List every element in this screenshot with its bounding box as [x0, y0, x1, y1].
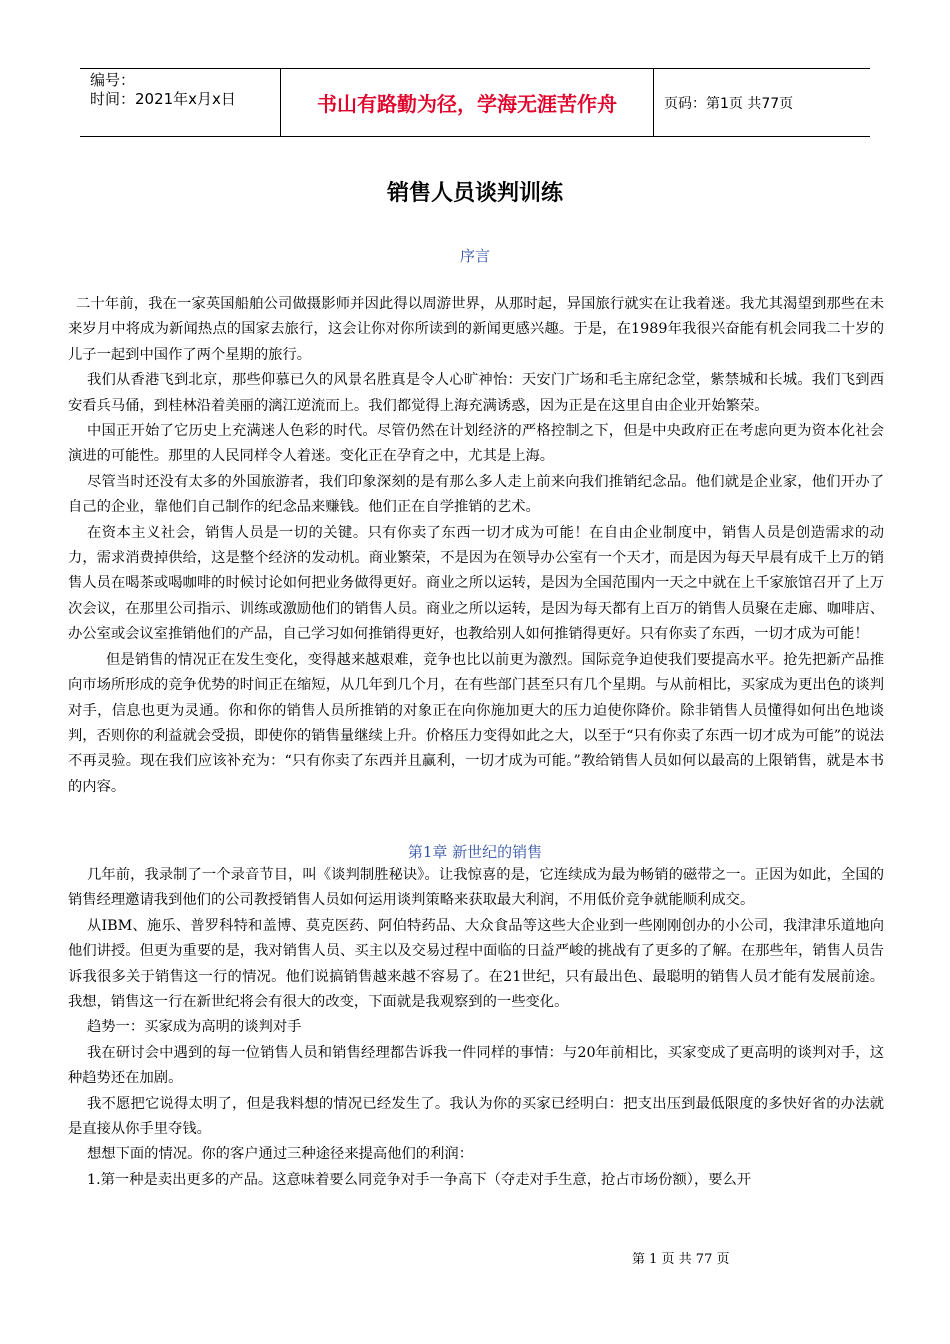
preface-paragraph: 尽管当时还没有太多的外国旅游者，我们印象深刻的是有那么多人走上前来向我们推销纪念品。他们就是企业家，他们开办了自己的企业，靠他们自己制作的纪念品来赚钱。他们正在自学推销的艺术。	[68, 473, 884, 516]
header-left-cell	[80, 69, 281, 136]
chapter-paragraph: 我在研讨会中遇到的每一位销售人员和销售经理都告诉我一件同样的事情：与20年前相比，买家变成了更高明的谈判对手，这种趋势还在加剧。	[68, 1044, 884, 1087]
header-table	[80, 68, 870, 137]
chapter-paragraph: 想想下面的情况。你的客户通过三种途径来提高他们的利润：	[87, 1146, 474, 1163]
preface-paragraph: 在资本主义社会，销售人员是一切的关键。只有你卖了东西一切才成为可能！在自由企业制度中，销售人员是创造需求的动力，需求消费掉供给，这是整个经济的发动机。商业繁荣，不是因为在领导办公室有一个天才，而是因为每天早晨有成千上万的销售人员在喝茶或喝咖啡的时候讨论如何把业务做得更好。商业之所以运转，是因为全国范围内一天之中就在上千家旅馆召开了上万次会议，在那里公司指示、训练或激励他们的销售人员。商业之所以运转，是因为每天都有上百万的销售人员聚在走廊、咖啡店、办公室或会议室推销他们的产品，自己学习如何推销得更好，也教给别人如何推销得更好。只有你卖了东西，一切才成为可能！	[68, 524, 884, 643]
footer-page-number: 第 1 页 共 77 页	[632, 1252, 730, 1267]
chapter-body	[68, 863, 884, 1193]
trend-heading: 趋势一：买家成为高明的谈判对手	[87, 1019, 302, 1036]
document-title: 销售人员谈判训练	[386, 181, 563, 206]
document-date-label: 时间：2021年x月x日	[90, 90, 236, 108]
header-motto: 书山有路勤为径，学海无涯苦作舟	[281, 69, 654, 136]
preface-paragraph: 中国正开始了它历史上充满迷人色彩的时代。尽管仍然在计划经济的严格控制之下，但是中央政府正在考虑向更为资本化社会演进的可能性。那里的人民同样令人着迷。变化正在孕育之中，尤其是上海。	[68, 423, 884, 465]
preface-paragraph: 但是销售的情况正在发生变化，变得越来越艰难，竞争也比以前更为激烈。国际竞争迫使我们要提高水平。抢先把新产品推向市场所形成的竞争优势的时间正在缩短，从几年到几个月，在有些部门甚至只有几个星期。与从前相比，买家成为更出色的谈判对手，信息也更为灵通。你和你的销售人员所推销的对象正在向你施加更大的压力迫使你降价。除非销售人员懂得如何出色地谈判，否则你的利益就会受损，即使你的销售量继续上升。价格压力变得如此之大，以至于“只有你卖了东西一切才成为可能”的说法不再灵验。现在我们应该补充为：“只有你卖了东西并且赢利，一切才成为可能。”教给销售人员如何以最高的上限销售，就是本书的内容。	[68, 651, 884, 795]
header-page-label: 页码：第1页 共77页	[664, 95, 794, 112]
preface-paragraph: 二十年前，我在一家英国船舶公司做摄影师并因此得以周游世界，从那时起，异国旅行就实在让我着迷。我尤其渴望到那些在未来岁月中将成为新闻热点的国家去旅行，这会让你对你所读到的新闻更感兴趣。于是，在1989年我很兴奋能有机会同我二十岁的儿子一起到中国作了两个星期的旅行。	[68, 296, 884, 363]
numbered-item: 1.第一种是卖出更多的产品。这意味着要么同竞争对手一争高下（夺走对手生意，抢占市场份额），要么开	[87, 1171, 752, 1188]
chapter-paragraph: 几年前，我录制了一个录音节目，叫《谈判制胜秘诀》。让我惊喜的是，它连续成为最为畅销的磁带之一。正因为如此，全国的销售经理邀请我到他们的公司教授销售人员如何运用谈判策略来获取最大利润，不用低价竞争就能顺利成交。	[68, 867, 884, 909]
chapter-heading: 第1章 新世纪的销售	[407, 843, 543, 861]
chapter-paragraph: 我不愿把它说得太明了，但是我料想的情况已经发生了。我认为你的买家已经明白：把支出压到最低限度的多快好省的办法就是直接从你手里夺钱。	[68, 1095, 884, 1138]
preface-body	[68, 292, 884, 800]
chapter-paragraph: 从IBM、施乐、普罗科特和盖博、莫克医药、阿伯特药品、大众食品等这些大企业到一些刚刚创办的小公司，我津津乐道地向他们讲授。但更为重要的是，我对销售人员、买主以及交易过程中面临的日益严峻的挑战有了更多的了解。在那些年，销售人员告诉我很多关于销售这一行的情况。他们说搞销售越来越不容易了。在21世纪，只有最出色、最聪明的销售人员才能有发展前途。我想，销售这一行在新世纪将会有很大的改变，下面就是我观察到的一些变化。	[68, 917, 884, 1011]
preface-heading: 序言	[459, 247, 490, 265]
document-number-label: 编号：	[90, 71, 136, 89]
preface-paragraph: 我们从香港飞到北京，那些仰慕已久的风景名胜真是令人心旷神怡：天安门广场和毛主席纪念堂，紫禁城和长城。我们飞到西安看兵马俑，到桂林沿着美丽的漓江逆流而上。我们都觉得上海充满诱惑，因为正是在这里自由企业开始繁荣。	[68, 372, 884, 414]
